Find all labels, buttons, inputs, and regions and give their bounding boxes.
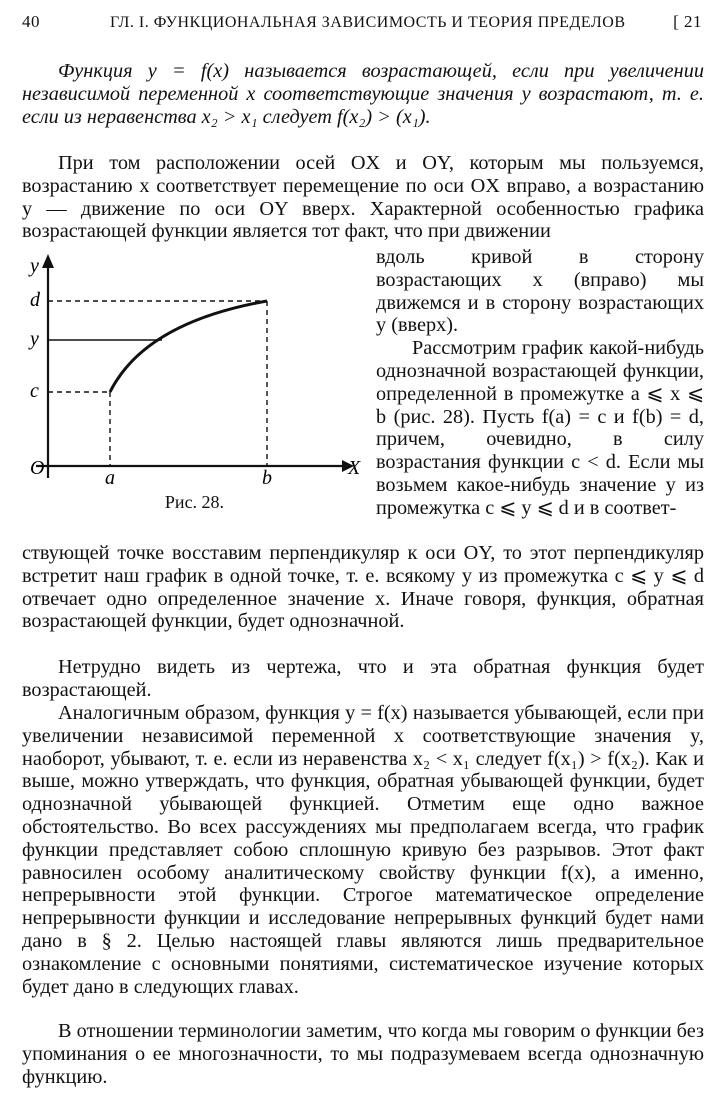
- running-title: ГЛ. I. ФУНКЦИОНАЛЬНАЯ ЗАВИСИМОСТЬ И ТЕОРИЯ ПРЕДЕЛОВ: [110, 14, 626, 31]
- label-c: c: [30, 380, 39, 402]
- label-d: d: [30, 289, 40, 311]
- label-x-axis: X: [348, 457, 361, 479]
- paragraph-terminology: В отношении терминологии заметим, что когда мы говорим о функции без упоминания о ее многозначности, то мы подразумеваем всегда однозначную функцию.: [22, 1020, 704, 1088]
- label-origin: O: [30, 457, 45, 479]
- paragraph-decreasing: Аналогичным образом, функция y = f(x) называется убывающей, если при увеличении независимой переменной x соответствующие значения y, наоборот, убывают, т. е. если из неравенства x₂ < x₁ следует f(x₁) > f(x₂). Как и выше, можно утверждать, что функция, обратная убывающей функции, будет однозначной убывающей функцией. Отметим еще одно важное обстоятельство. Во всех рассуждениях мы предполагаем всегда, что график функции представляет собою сплошную кривую без разрывов. Этот факт равносилен особому аналитическому свойству функции f(x), а именно, непрерывности этой функции. Строгое математическое определение непрерывности функции и исследование непрерывных функций будет нами дано в § 2. Целью настоящей главы являются лишь предварительное ознакомление с основными понятиями, систематическое изучение которых будет дано в следующих главах.: [22, 702, 704, 998]
- paragraph-inverse-end: ствующей точке восставим перпендикуляр к оси OY, то этот перпендикуляр встретит наш график в одной точке, т. е. всякому y из промежутка c ⩽ y ⩽ d отвечает одно определенное значение x. Иначе говоря, функция, обратная возрастающей функции, будет однозначной.: [22, 542, 704, 633]
- paragraph-inverse-start: Рассмотрим график какой-нибудь однозначной возрастающей функции, определенной в промежутке a ⩽ x ⩽ b (рис. 28). Пусть f(a) = c и f(b) = d, причем, очевидно, в силу возрастания функции c < d. Если мы возьмем какое-нибудь значение y из промежутка c ⩽ y ⩽ d и в соответ-: [376, 337, 704, 519]
- figure-28: [22, 248, 367, 548]
- function-curve: [110, 301, 267, 392]
- definition-increasing: Функция y = f(x) называется возрастающей, если при увеличении независимой переменной x соответствующие значения y возрастают, т. е. если из неравенства x₂ > x₁ следует f(x₂) > (x₁).: [22, 60, 704, 128]
- increasing-function-graph: [22, 248, 367, 488]
- paragraph-inverse-increasing: Нетрудно видеть из чертежа, что и эта обратная функция будет возрастающей.: [22, 656, 704, 701]
- page-number: 40: [22, 12, 40, 31]
- label-y-axis: y: [30, 255, 39, 277]
- figure-caption: Рис. 28.: [164, 492, 225, 512]
- y-axis-arrow: [42, 254, 54, 268]
- right-column-text: [376, 246, 704, 520]
- label-b: b: [262, 467, 272, 488]
- label-y: y: [30, 328, 39, 350]
- section-number: [ 21: [673, 12, 702, 31]
- label-a: a: [105, 467, 115, 488]
- page-header: [22, 12, 702, 42]
- paragraph-axes-continued: вдоль кривой в сторону возрастающих x (вправо) мы движемся и в сторону возрастающих y (вверх).: [376, 246, 704, 337]
- paragraph-axes: При том расположении осей OX и OY, которым мы пользуемся, возрастанию x соответствует перемещение по оси OX вправо, а возрастанию y — движение по оси OY вверх. Характерной особенностью графика возрастающей функции является тот факт, что при движении: [22, 152, 704, 243]
